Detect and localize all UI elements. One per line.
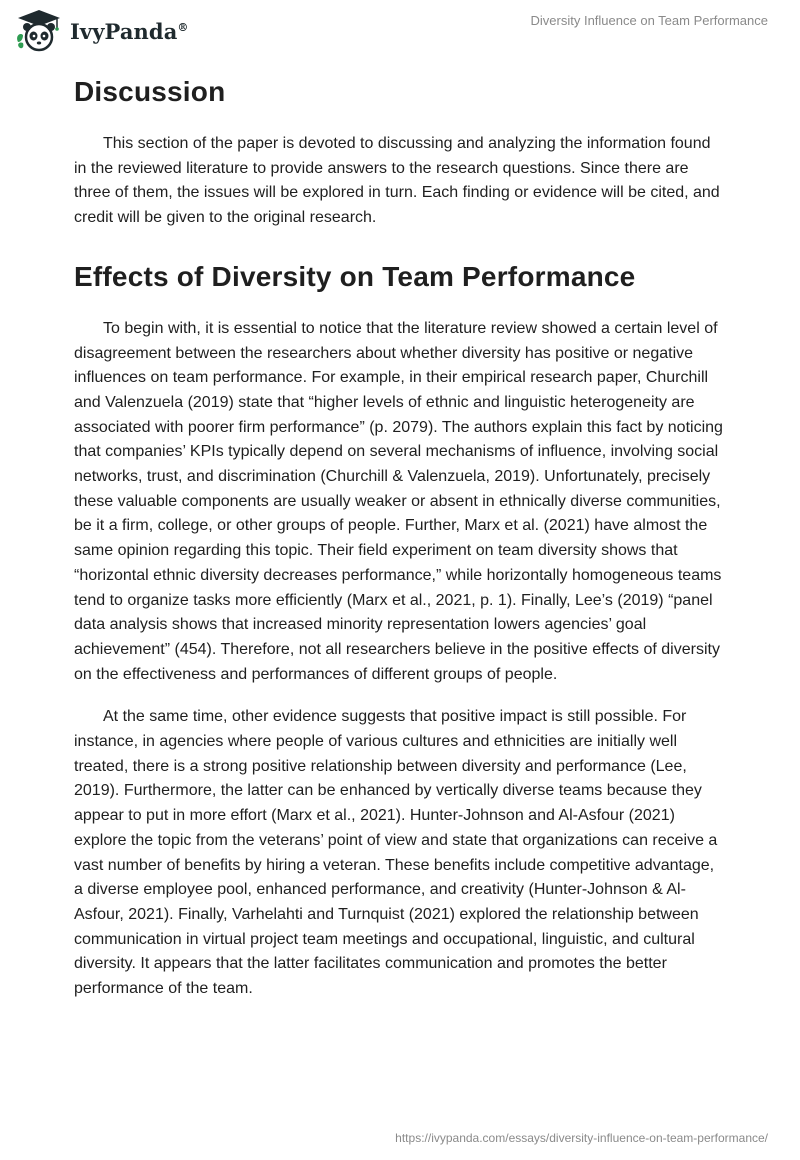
- brand-name: IvyPanda®: [70, 18, 189, 44]
- heading-discussion: Discussion: [74, 76, 226, 107]
- document-title: Diversity Influence on Team Performance: [530, 13, 768, 28]
- panda-graduate-icon: [14, 8, 64, 54]
- ivypanda-logo[interactable]: [14, 8, 189, 54]
- paragraph-discussion-intro: This section of the paper is devoted to discussing and analyzing the information found in the reviewed literature to provide answers to the research questions. Since there are three of them, the issues will be explored in turn. Each finding or evidence will be cited, and credit will be given to the original research.: [74, 135, 720, 227]
- paragraph-effects-2: At the same time, other evidence suggests that positive impact is still possible. For instance, in agencies where people of various cultures and ethnicities are initially well treated, there is a strong positive relationship between diversity and performance (Lee, 2019). Furthermore, the latter can be enhanced by vertically diverse teams because they appear to put in more effort (Marx et al., 2021). Hunter-Johnson and Al-Asfour (2021) explore the topic from the veterans’ point of view and state that organizations can receive a vast number of benefits by hiring a veteran. These benefits include competitive advantage, a diverse employee pool, enhanced performance, and creativity (Hunter-Johnson & Al-Asfour, 2021). Finally, Varhelahti and Turnquist (2021) explored the relationship between communication in virtual project team meetings and occupational, linguistic, and cultural diversity. It appears that the latter facilitates communication and promotes the better performance of the team.: [74, 708, 718, 998]
- page-header: [0, 0, 800, 60]
- source-url[interactable]: https://ivypanda.com/essays/diversity-influence-on-team-performance/: [395, 1131, 768, 1145]
- heading-effects-of-diversity: Effects of Diversity on Team Performance: [74, 260, 636, 292]
- article-body: [74, 74, 726, 1002]
- paragraph-effects-1: To begin with, it is essential to notice that the literature review showed a certain level of disagreement between the researchers about whether diversity has positive or negative influences on team performance. For example, in their empirical research paper, Churchill and Valenzuela (2019) state that “higher levels of ethnic and linguistic heterogeneity are associated with poorer firm performance” (p. 2079). The authors explain this fact by noticing that companies’ KPIs typically depend on several mechanisms of influence, involving social networks, trust, and discrimination (Churchill & Valenzuela, 2019). Unfortunately, precisely these valuable components are usually weaker or absent in ethnically diverse communities, be it a firm, college, or other groups of people. Further, Marx et al. (2021) have almost the same opinion regarding this topic. Their field experiment on team diversity shows that “horizontal ethnic diversity decreases performance,” while horizontally homogeneous teams tend to organize tasks more efficiently (Marx et al., 2021, p. 1). Finally, Lee’s (2019) “panel data analysis shows that increased minority representation lowers agencies’ goal achievement” (454). Therefore, not all researchers believe in the positive effects of diversity on the effectiveness and performances of different groups of people.: [74, 319, 723, 683]
